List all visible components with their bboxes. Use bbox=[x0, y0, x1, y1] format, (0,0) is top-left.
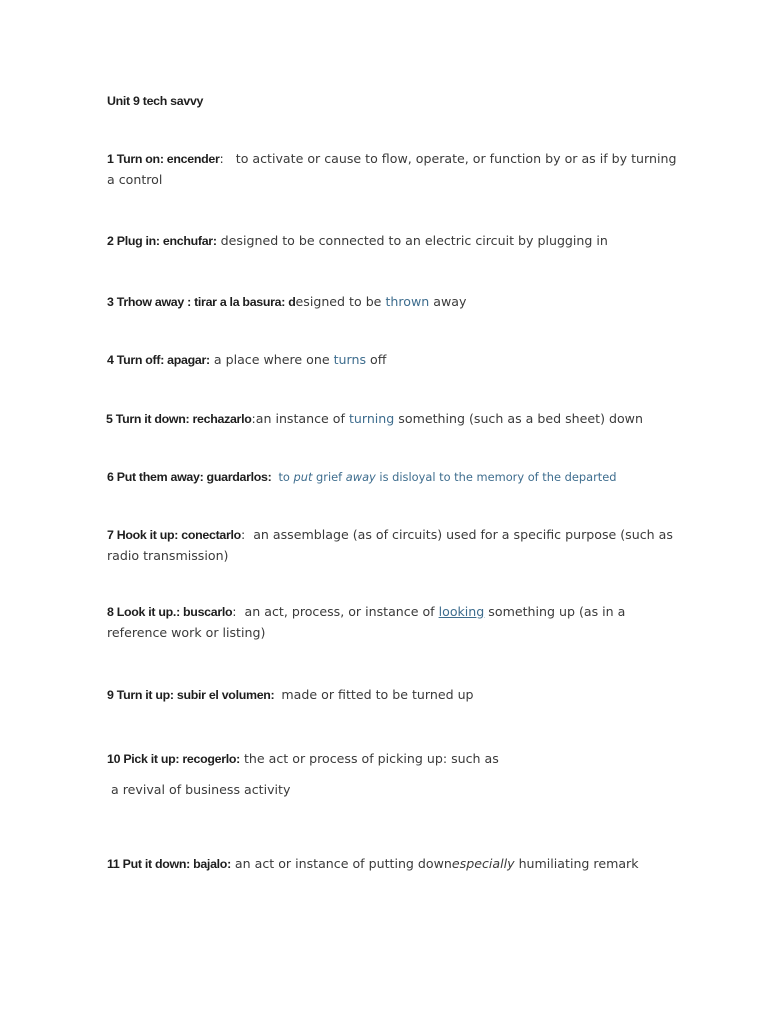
entry-separator: : bbox=[251, 411, 256, 426]
entry-term: 7 Hook it up: conectarlo bbox=[107, 528, 241, 542]
definition-link[interactable]: turning bbox=[348, 411, 395, 426]
entry-definition-part: a place where one bbox=[213, 352, 334, 367]
entry-definition-part: an instance of bbox=[255, 411, 349, 426]
definition-part: to bbox=[278, 470, 294, 484]
entry-definition bbox=[278, 470, 616, 484]
entry-definition-part: an act or instance of putting down bbox=[234, 856, 452, 871]
entry-10 bbox=[107, 749, 677, 770]
entry-8 bbox=[107, 602, 677, 642]
entry-4 bbox=[107, 350, 677, 371]
entry-definition-part: away bbox=[429, 294, 467, 309]
definition-part: grief bbox=[312, 470, 346, 484]
definition-italic: especially bbox=[451, 856, 515, 871]
entry-11 bbox=[107, 854, 677, 875]
entry-7 bbox=[107, 525, 677, 565]
entry-term: 11 Put it down: bajalo: bbox=[107, 857, 231, 871]
definition-link[interactable]: looking bbox=[438, 604, 485, 619]
entry-term: 2 Plug in: enchufar: bbox=[107, 234, 217, 248]
entry-definition: an assemblage (as of circuits) used for a specific purpose (such as radio transmission) bbox=[107, 527, 673, 563]
entry-term: 10 Pick it up: recogerlo: bbox=[107, 752, 240, 766]
entry-term: 3 Trhow away : tirar a la basura: d bbox=[107, 295, 296, 309]
definition-part: is disloyal to the memory of the departed bbox=[375, 470, 617, 484]
entry-separator: : bbox=[219, 151, 236, 166]
entry-1 bbox=[107, 149, 677, 189]
entry-6 bbox=[107, 467, 677, 488]
entry-term: 9 Turn it up: subir el volumen: bbox=[107, 688, 275, 702]
definition-italic: put bbox=[293, 470, 313, 484]
entry-5 bbox=[106, 409, 676, 430]
entry-definition: designed to be connected to an electric circuit by plugging in bbox=[220, 233, 608, 248]
entry-definition: to activate or cause to flow, operate, or function by or as if by turning a control bbox=[107, 151, 677, 187]
entry-continuation: a revival of business activity bbox=[107, 782, 291, 797]
entry-term: 8 Look it up.: buscarlo bbox=[107, 605, 233, 619]
entry-term: 5 Turn it down: rechazarlo bbox=[106, 412, 252, 426]
definition-link[interactable]: turns bbox=[333, 352, 367, 367]
entry-term: 4 Turn off: apagar: bbox=[107, 353, 210, 367]
entry-2 bbox=[107, 231, 677, 252]
entry-separator: : bbox=[240, 527, 254, 542]
entry-definition-part: esigned to be bbox=[295, 294, 386, 309]
entry-definition-part: off bbox=[366, 352, 387, 367]
entry-9 bbox=[107, 685, 677, 706]
entry-definition-part: something up (as in a reference work or listing) bbox=[107, 604, 626, 640]
definition-link[interactable]: thrown bbox=[385, 294, 430, 309]
entry-term: 1 Turn on: encender bbox=[107, 152, 220, 166]
entry-definition: the act or process of picking up: such as bbox=[243, 751, 499, 766]
document-title: Unit 9 tech savvy bbox=[107, 94, 204, 108]
entry-definition: made or fitted to be turned up bbox=[281, 687, 474, 702]
entry-3 bbox=[107, 292, 677, 313]
entry-term: 6 Put them away: guardarlos: bbox=[107, 470, 272, 484]
entry-definition-part: humiliating remark bbox=[514, 856, 639, 871]
entry-separator: : bbox=[232, 604, 245, 619]
entry-10-continuation bbox=[107, 780, 677, 800]
entry-definition-part: an act, process, or instance of bbox=[244, 604, 439, 619]
entry-definition-part: something (such as a bed sheet) down bbox=[394, 411, 643, 426]
definition-italic: away bbox=[345, 470, 376, 484]
